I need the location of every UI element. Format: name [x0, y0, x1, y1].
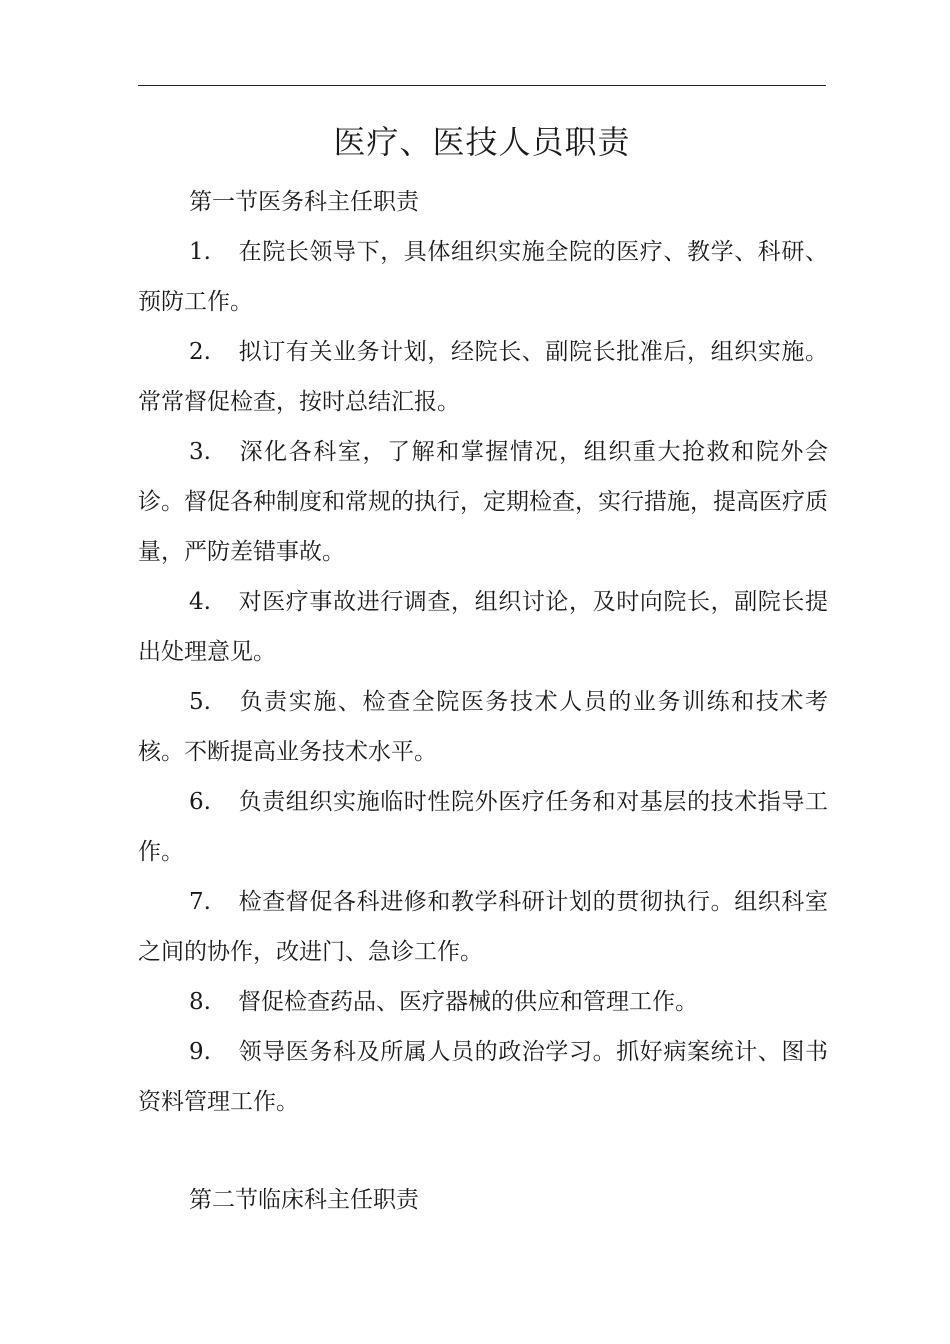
header-rule [138, 85, 826, 86]
section-heading-2: 第二节临床科主任职责 [189, 1187, 419, 1213]
duty-item [138, 677, 828, 777]
duty-item [138, 977, 828, 1027]
item-number: 9. [189, 1039, 211, 1065]
item-number: 1. [189, 239, 211, 265]
duty-item [138, 427, 828, 577]
duty-item [138, 327, 828, 427]
item-number: 8. [189, 989, 211, 1015]
item-text: 在院长领导下，具体组织实施全院的医疗、教学、科研、预防工作。 [138, 239, 828, 315]
duty-item [138, 877, 828, 977]
item-number: 6. [189, 789, 211, 815]
section-heading-1: 第一节医务科主任职责 [189, 189, 419, 215]
item-number: 7. [189, 889, 211, 915]
item-text: 负责组织实施临时性院外医疗任务和对基层的技术指导工作。 [138, 789, 828, 865]
item-text: 负责实施、检查全院医务技术人员的业务训练和技术考核。不断提高业务技术水平。 [138, 689, 828, 765]
item-text: 拟订有关业务计划，经院长、副院长批准后，组织实施。常常督促检查，按时总结汇报。 [138, 339, 828, 415]
item-number: 5. [189, 689, 211, 715]
item-text: 对医疗事故进行调查，组织讨论，及时向院长，副院长提出处理意见。 [138, 589, 828, 665]
item-text: 领导医务科及所属人员的政治学习。抓好病案统计、图书资料管理工作。 [138, 1039, 828, 1115]
document-title: 医疗、医技人员职责 [333, 123, 631, 161]
duty-item [138, 577, 828, 677]
duty-item [138, 227, 828, 327]
duty-item [138, 777, 828, 877]
item-number: 4. [189, 589, 211, 615]
section-spacer [138, 1127, 828, 1175]
item-text: 督促检查药品、医疗器械的供应和管理工作。 [238, 989, 698, 1015]
item-text: 深化各科室，了解和掌握情况，组织重大抢救和院外会诊。督促各种制度和常规的执行，定期检查，实行措施，提高医疗质量，严防差错事故。 [138, 439, 828, 565]
item-number: 2. [189, 339, 211, 365]
item-number: 3. [189, 439, 211, 465]
item-text: 检查督促各科进修和教学科研计划的贯彻执行。组织科室之间的协作，改进门、急诊工作。 [138, 889, 828, 965]
duty-item [138, 1027, 828, 1127]
document-body [138, 177, 828, 1225]
